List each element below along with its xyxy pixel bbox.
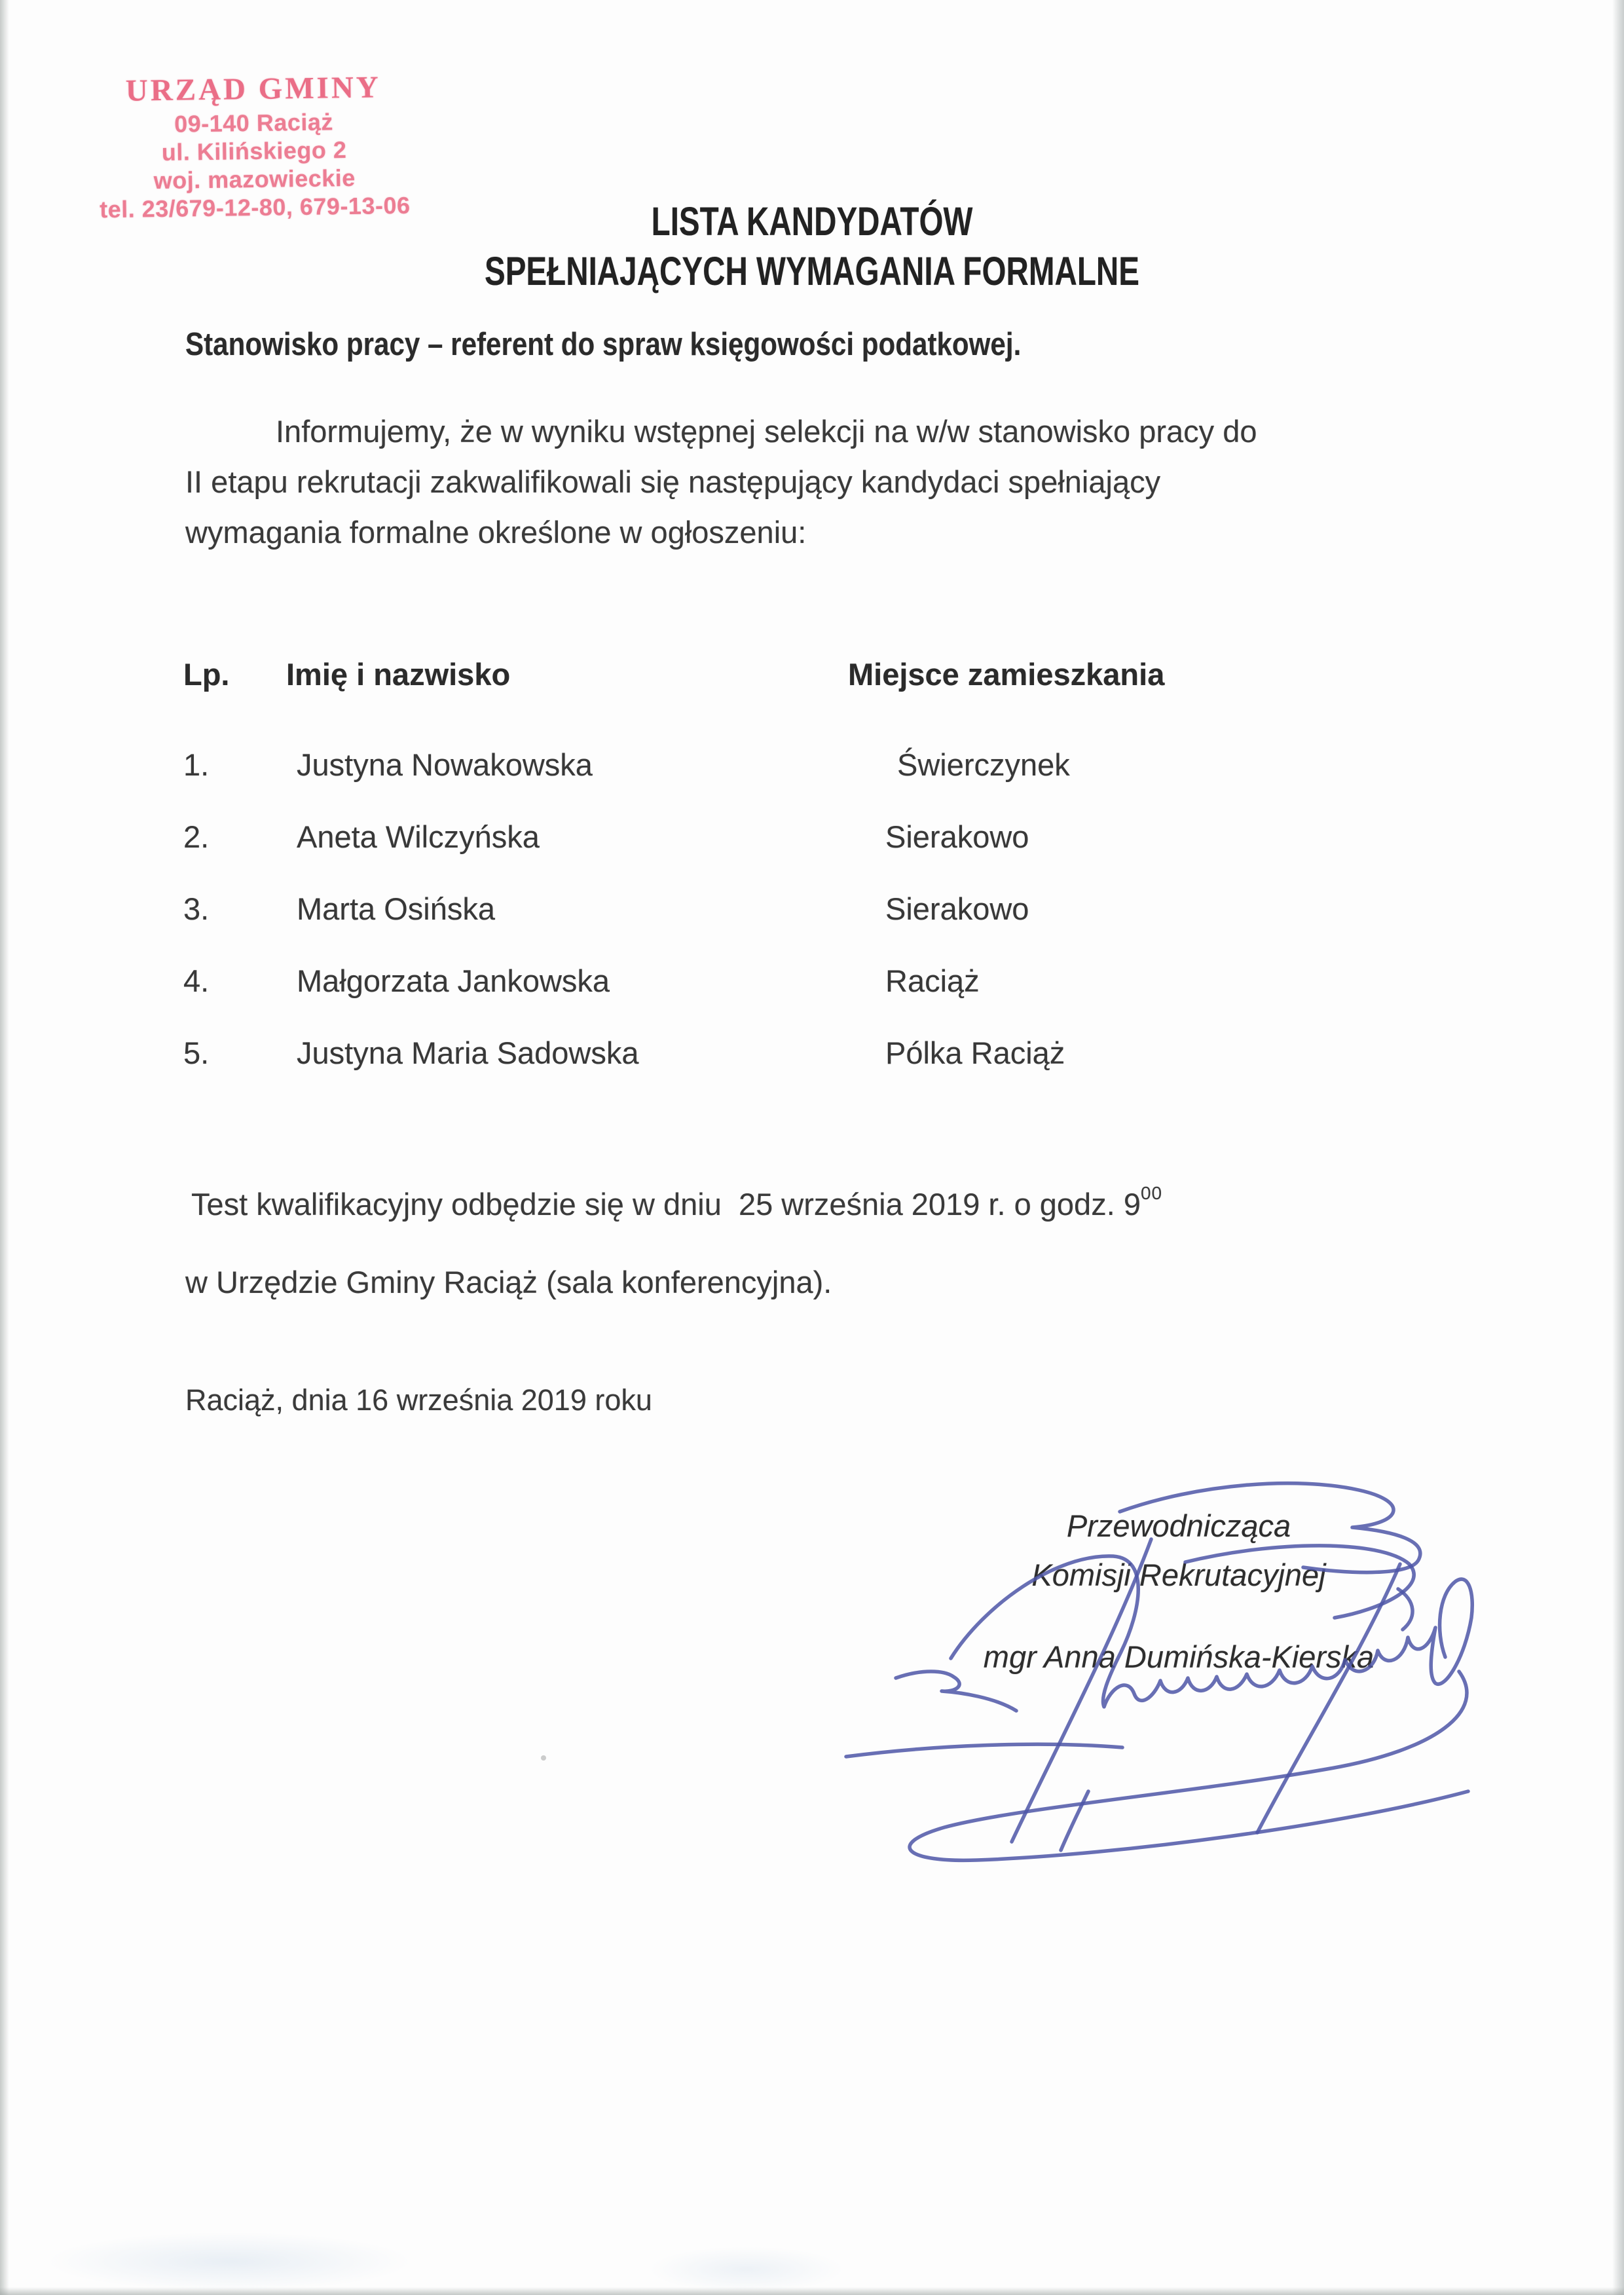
test-info-text: Test kwalifikacyjny odbędzie się w dniu 25 września 2019 r. o godz. 9 (191, 1187, 1141, 1222)
test-info-line-1 (191, 1183, 1162, 1222)
intro-line-3: wymagania formalne określone w ogłoszeniu: (185, 515, 807, 550)
table-header-row (0, 656, 1624, 702)
table-row (0, 963, 1624, 1009)
header-name: Imię i nazwisko (286, 657, 511, 692)
stamp-phone: tel. 23/679-12-80, 679-13-06 (99, 191, 411, 223)
title-line-1: LISTA KANDYDATÓW (651, 199, 973, 244)
candidate-place: Sierakowo (885, 891, 1029, 926)
title-line-2: SPEŁNIAJĄCYCH WYMAGANIA FORMALNE (484, 249, 1140, 293)
candidate-name: Justyna Maria Sadowska (297, 1036, 639, 1070)
candidate-place: Pólka Raciąż (885, 1036, 1065, 1070)
scan-smudge (648, 2247, 845, 2292)
signer-role-line-2: Komisji Rekrutacyjnej (1031, 1558, 1326, 1592)
row-number: 1. (183, 747, 210, 782)
stamp-voivodeship: woj. mazowieckie (153, 164, 356, 195)
stamp-office-name: URZĄD GMINY (125, 70, 382, 108)
scan-speck (541, 1755, 546, 1761)
row-number: 3. (183, 891, 210, 926)
header-place: Miejsce zamieszkania (848, 657, 1165, 692)
row-number: 2. (183, 819, 210, 854)
test-info-line-2: w Urzędzie Gminy Raciąż (sala konferencyjna). (185, 1265, 832, 1299)
candidate-name: Justyna Nowakowska (297, 747, 593, 782)
candidate-place: Raciąż (885, 963, 980, 998)
test-time-superscript: 00 (1140, 1183, 1163, 1203)
table-row (0, 1035, 1624, 1081)
intro-line-1: Informujemy, że w wyniku wstępnej selekcji na w/w stanowisko pracy do (276, 414, 1257, 449)
scan-smudge (46, 2232, 413, 2291)
intro-line-2: II etapu rekrutacji zakwalifikowali się następujący kandydaci spełniający (185, 464, 1161, 499)
place-date-line: Raciąż, dnia 16 września 2019 roku (185, 1383, 652, 1417)
stamp-street: ul. Kilińskiego 2 (161, 136, 347, 166)
candidate-name: Małgorzata Jankowska (297, 963, 610, 998)
row-number: 4. (183, 963, 210, 998)
signature-block (936, 1501, 1421, 1675)
signer-role-line-1: Przewodnicząca (1066, 1508, 1291, 1543)
header-lp: Lp. (183, 657, 230, 692)
table-row (0, 747, 1624, 793)
candidate-place: Świerczynek (897, 747, 1070, 782)
stamp-postal-city: 09-140 Raciąż (174, 108, 334, 138)
table-row (0, 819, 1624, 865)
candidates-table (0, 0, 1624, 1113)
candidate-name: Marta Osińska (297, 891, 495, 926)
row-number: 5. (183, 1036, 210, 1070)
signer-name: mgr Anna Dumińska-Kierska (983, 1639, 1375, 1674)
candidate-place: Sierakowo (885, 819, 1029, 854)
table-row (0, 891, 1624, 937)
candidate-name: Aneta Wilczyńska (297, 819, 540, 854)
job-position-line: Stanowisko pracy – referent do spraw księgowości podatkowej. (185, 327, 1022, 362)
